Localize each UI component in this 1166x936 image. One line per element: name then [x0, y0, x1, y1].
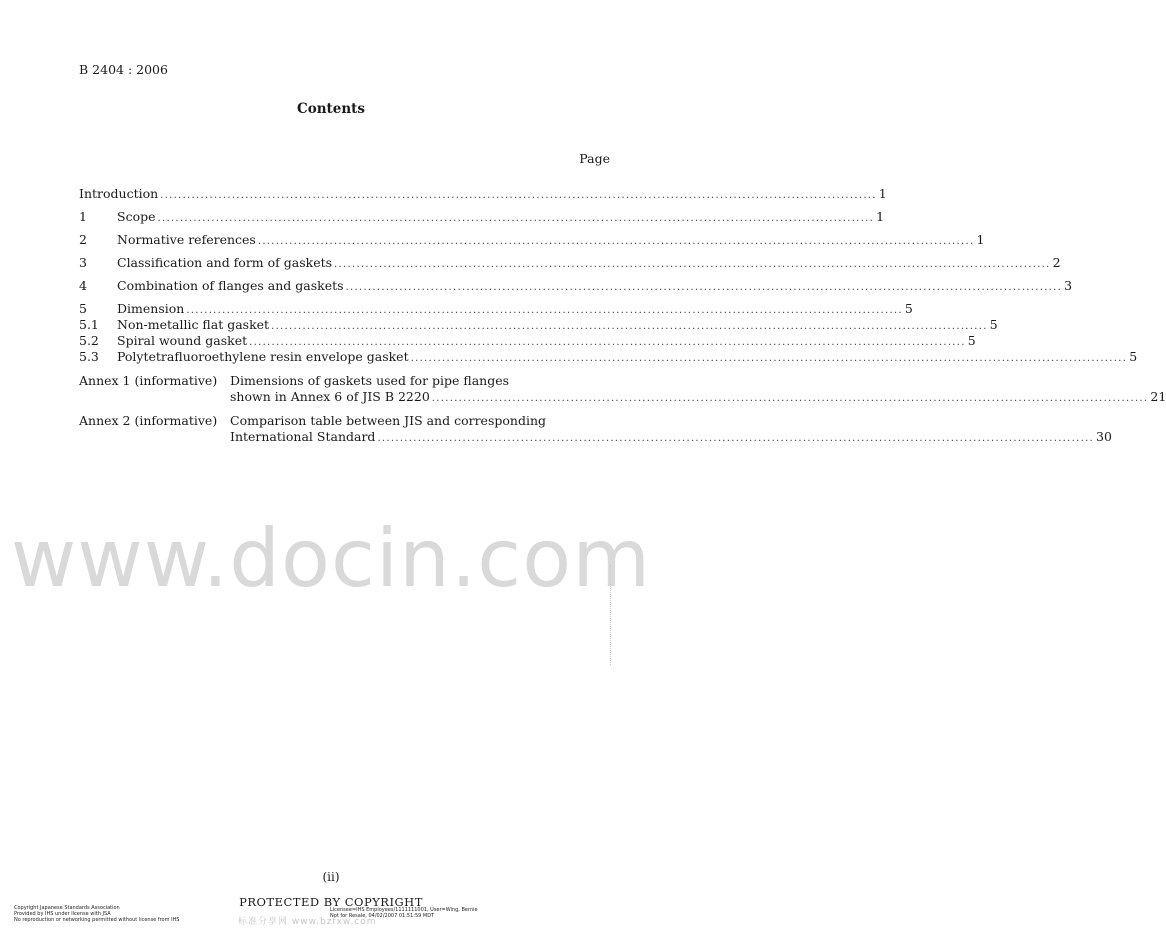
toc-entry-normative-references[interactable]: [79, 232, 985, 248]
dot-leader: ................................................................................................................................................................: [410, 353, 1128, 364]
annex-title-line1: Comparison table between JIS and corresponding: [230, 413, 547, 428]
page-column-label: Page: [579, 151, 610, 166]
toc-page-number: 30: [1096, 429, 1112, 444]
toc-entry-combination[interactable]: [79, 278, 1073, 294]
annex-title-line2-row: [230, 389, 1166, 405]
toc-title: Spiral wound gasket: [117, 333, 248, 348]
footer-license-left: [14, 905, 179, 923]
toc-page-number: 5: [967, 333, 976, 348]
toc-page-number: 2: [1052, 255, 1061, 270]
footer-line: No reproduction or networking permitted without license from IHS: [14, 917, 180, 923]
toc-leader: [117, 232, 985, 250]
dot-leader: ................................................................................................................................................................: [345, 282, 1063, 293]
toc-leader: [230, 389, 1166, 407]
toc-page-number: 3: [1064, 278, 1073, 293]
footer-line: Not for Resale, 04/02/2007 01:51:59 MDT: [330, 913, 435, 919]
toc-leader: [117, 255, 1061, 273]
annex-title-line2-row: [230, 429, 1112, 445]
annex-title-line1: Dimensions of gaskets used for pipe flanges: [230, 373, 510, 388]
toc-number: 5: [79, 301, 87, 316]
toc-leader: [117, 349, 1138, 367]
toc-title: Introduction: [79, 186, 159, 201]
toc-page-number: 5: [904, 301, 913, 316]
dot-leader: ................................................................................................................................................................: [157, 213, 875, 224]
annex-label: Annex 1 (informative): [79, 373, 218, 388]
copyright-notice: PROTECTED BY COPYRIGHT: [239, 895, 423, 909]
toc-number: 3: [79, 255, 87, 270]
dot-leader: ................................................................................................................................................................: [271, 321, 988, 332]
toc-number: 4: [79, 278, 87, 293]
toc-number: 1: [79, 209, 87, 224]
toc-leader: [79, 186, 887, 204]
toc-title: Combination of flanges and gaskets: [117, 278, 344, 293]
toc-title: Scope: [117, 209, 156, 224]
toc-leader: [117, 278, 1073, 296]
footer-line: Copyright Japanese Standards Association: [14, 905, 120, 911]
toc-page-number: 1: [876, 209, 885, 224]
toc-page-number: 5: [989, 317, 998, 332]
document-number: B 2404 : 2006: [79, 62, 168, 77]
footer-line: Licensee=IHS Employees/1111111001, User=Wing, Bernie: [330, 907, 478, 913]
side-stamp: [610, 565, 617, 665]
toc-number: 2: [79, 232, 87, 247]
toc-number: 5.2: [79, 333, 99, 348]
dot-leader: ................................................................................................................................................................: [334, 259, 1051, 270]
page-folio: (ii): [322, 870, 340, 884]
toc-number: 5.1: [79, 317, 99, 332]
footer-line: Provided by IHS under license with JSA: [14, 911, 111, 917]
toc-entry-dimension[interactable]: [79, 301, 913, 317]
dot-leader: ................................................................................................................................................................: [257, 236, 975, 247]
toc-title: Normative references: [117, 232, 256, 247]
toc-entry-ptfe-envelope-gasket[interactable]: [79, 349, 1138, 365]
toc-entry-scope[interactable]: [79, 209, 885, 225]
annex-label: Annex 2 (informative): [79, 413, 218, 428]
toc-title: Classification and form of gaskets: [117, 255, 333, 270]
toc-entry-non-metallic-flat-gasket[interactable]: [79, 317, 998, 333]
page-title: Contents: [296, 101, 366, 117]
annex-title-line2: International Standard: [230, 429, 376, 444]
toc-entry-classification[interactable]: [79, 255, 1061, 271]
toc-page-number: 21: [1150, 389, 1166, 404]
dot-leader: ................................................................................................................................................................: [186, 305, 903, 316]
toc-entry-spiral-wound-gasket[interactable]: [79, 333, 976, 349]
dot-leader: ................................................................................................................................................................: [160, 190, 877, 201]
toc-title: Polytetrafluoroethylene resin envelope gasket: [117, 349, 409, 364]
watermark: www.docin.com: [10, 512, 652, 605]
toc-number: 5.3: [79, 349, 99, 364]
footer-site-watermark: 标准分享网 www.bzfxw.com: [238, 917, 377, 927]
toc-title: Non-metallic flat gasket: [117, 317, 270, 332]
toc-page-number: 1: [878, 186, 887, 201]
toc-page-number: 1: [976, 232, 985, 247]
dot-leader: ................................................................................................................................................................: [249, 337, 966, 348]
dot-leader: ................................................................................................................................................................: [431, 393, 1149, 404]
toc-title: Dimension: [117, 301, 185, 316]
toc-entry-introduction[interactable]: [79, 186, 887, 202]
dot-leader: ................................................................................................................................................................: [377, 433, 1095, 444]
toc-leader: [117, 209, 885, 227]
annex-title-line2: shown in Annex 6 of JIS B 2220: [230, 389, 430, 404]
toc-page-number: 5: [1129, 349, 1138, 364]
toc-leader: [230, 429, 1112, 447]
